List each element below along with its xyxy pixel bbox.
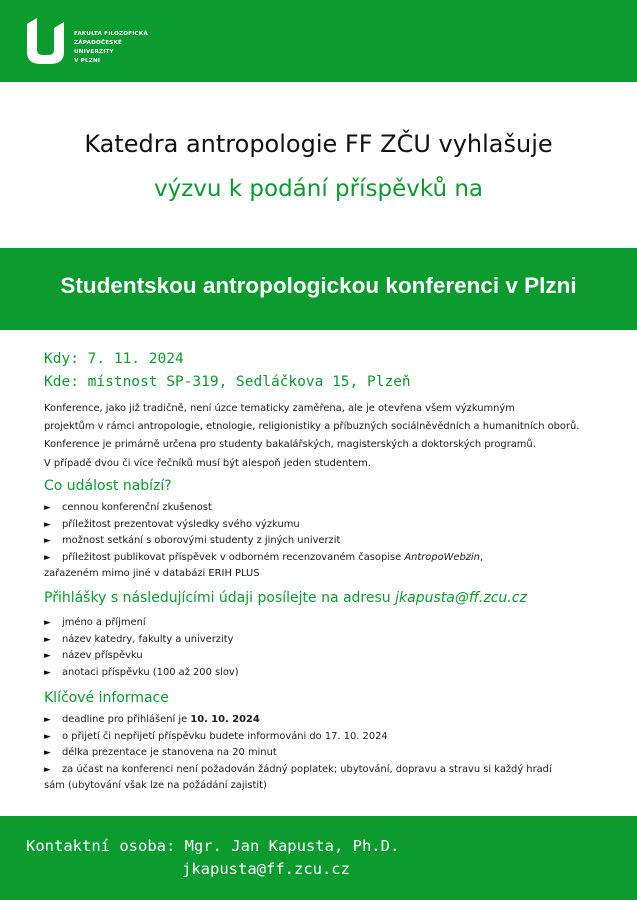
contact-person: Kontaktní osoba: Mgr. Jan Kapusta, Ph.D. bbox=[26, 837, 400, 855]
event-location: Kde: místnost SP-319, Sedláčkova 15, Plzeň bbox=[44, 374, 411, 390]
faculty-name bbox=[74, 30, 194, 66]
key-info-heading: Klíčové informace bbox=[44, 690, 169, 706]
faculty-line: UNIVERZITY bbox=[74, 49, 114, 55]
conference-title: Studentskou antropologickou konferenci v Plzni bbox=[60, 273, 577, 298]
bullet-arrow-icon: ► bbox=[44, 634, 51, 645]
description-line: Konference, jako již tradičně, není úzce tematicky zaměřena, ale je otevřena všem výzkumným bbox=[44, 403, 515, 414]
list-item-continuation: zařazeném mimo jiné v databázi ERIH PLUS bbox=[44, 568, 260, 579]
list-item: ► příležitost prezentovat výsledky svého výzkumu bbox=[44, 517, 624, 534]
apply-email-link[interactable]: jkapusta@ff.zcu.cz bbox=[395, 590, 527, 606]
description-line: projektům v rámci antropologie, etnologie, religionistiky a příbuzných sociálněvědních a humanitních oborů. bbox=[44, 421, 580, 433]
list-item: ► název katedry, fakulty a univerzity bbox=[44, 632, 624, 649]
bullet-arrow-icon: ► bbox=[44, 651, 51, 661]
description-line: Konference je primárně určena pro studenty bakalářských, magisterských a doktorských programů. bbox=[44, 439, 536, 451]
key-info-list bbox=[44, 712, 624, 795]
bullet-arrow-icon: ► bbox=[44, 764, 51, 775]
list-item: ► za účast na konferenci není požadován žádný poplatek; ubytování, dopravu a stravu si každý hradí sám (ubytování však lze na požádání zajistit) bbox=[44, 762, 624, 795]
description-line: V případě dvou či více řečníků musí být alespoň jeden studentem. bbox=[44, 457, 371, 469]
faculty-line: V PLZNI bbox=[74, 58, 101, 64]
deadline-date: 10. 10. 2024 bbox=[190, 714, 260, 725]
list-item-continuation: sám (ubytování však lze na požádání zajistit) bbox=[44, 780, 267, 791]
announcement-heading: Katedra antropologie FF ZČU vyhlašuje bbox=[84, 130, 553, 158]
bullet-arrow-icon: ► bbox=[44, 715, 51, 725]
apply-heading: Přihlášky s následujícími údaji posílejte na adresu jkapusta@ff.zcu.cz bbox=[44, 590, 527, 606]
list-item: ► deadline pro přihlášení je 10. 10. 2024 bbox=[44, 712, 624, 729]
contact-email-link[interactable]: jkapusta@ff.zcu.cz bbox=[182, 860, 350, 878]
journal-name: AntropoWebzin bbox=[404, 551, 480, 563]
footer-band bbox=[0, 816, 637, 900]
faculty-line: FAKULTA FILOZOFICKÁ bbox=[74, 31, 148, 37]
bullet-arrow-icon: ► bbox=[44, 618, 51, 628]
offer-heading: Co událost nabízí? bbox=[44, 478, 172, 494]
list-item: ► možnost setkání s oborovými studenty z jiných univerzit bbox=[44, 533, 624, 550]
list-item: ► o přijetí či nepřijetí příspěvku budete informováni do 17. 10. 2024 bbox=[44, 729, 624, 746]
bullet-arrow-icon: ► bbox=[44, 731, 51, 742]
bullet-arrow-icon: ► bbox=[44, 667, 51, 678]
list-item: ► anotaci příspěvku (100 až 200 slov) bbox=[44, 665, 624, 682]
list-item: ► cennou konferenční zkušenost bbox=[44, 500, 624, 517]
bullet-arrow-icon: ► bbox=[44, 519, 51, 530]
list-item: ► příležitost publikovat příspěvek v odborném recenzovaném časopise AntropoWebzin, zařazeném mimo jiné v databázi ERIH PLUS bbox=[44, 550, 624, 583]
faculty-line: ZÁPADOČESKÉ bbox=[74, 40, 123, 46]
description bbox=[44, 400, 624, 473]
call-for-papers-heading: výzvu k podání příspěvků na bbox=[153, 176, 484, 202]
offer-list bbox=[44, 500, 624, 583]
list-item: ► délka prezentace je stanovena na 20 minut bbox=[44, 745, 624, 762]
event-date: Kdy: 7. 11. 2024 bbox=[44, 351, 184, 367]
bullet-arrow-icon: ► bbox=[44, 552, 51, 563]
apply-list bbox=[44, 615, 624, 681]
header-band bbox=[0, 0, 637, 82]
list-item: ► název příspěvku bbox=[44, 648, 624, 665]
university-logo-icon bbox=[24, 14, 66, 66]
list-item: ► jméno a příjmení bbox=[44, 615, 624, 632]
bullet-arrow-icon: ► bbox=[44, 536, 51, 546]
bullet-arrow-icon: ► bbox=[44, 748, 51, 758]
bullet-arrow-icon: ► bbox=[44, 503, 51, 513]
